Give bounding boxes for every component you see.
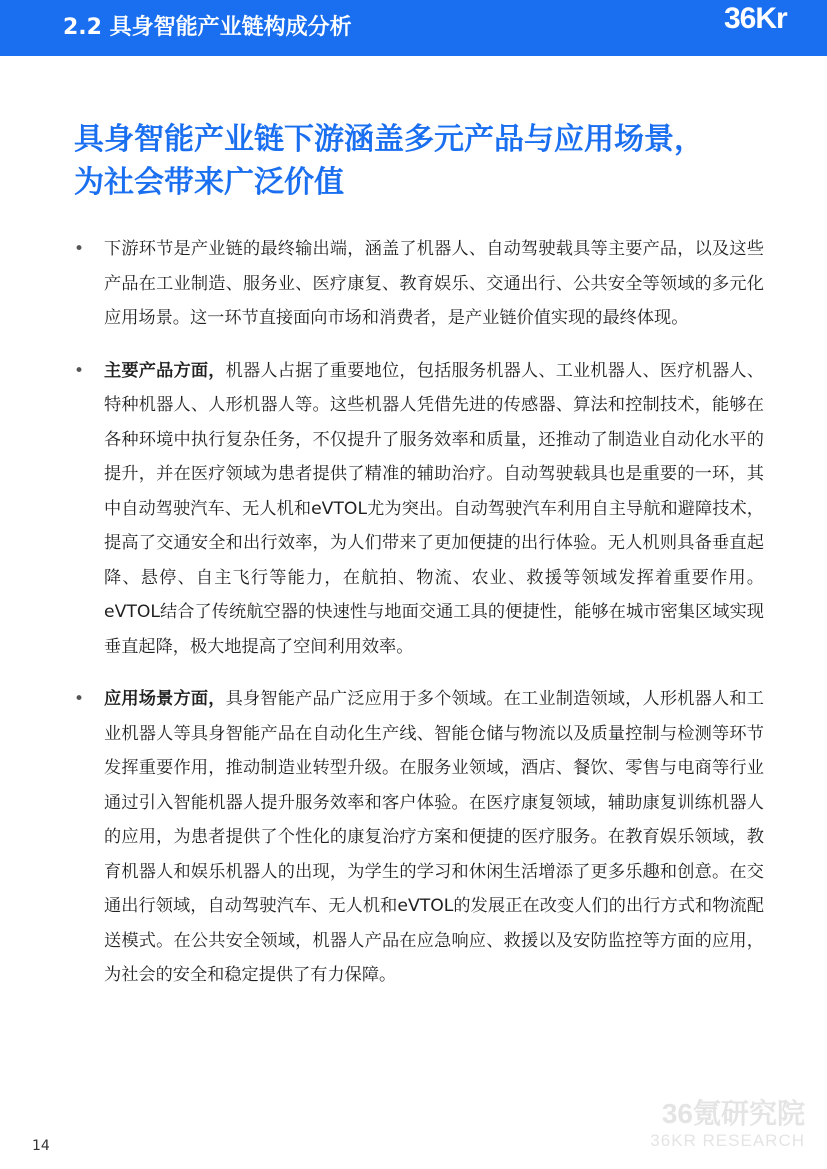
headline-line-1: 具身智能产业链下游涵盖多元产品与应用场景， <box>74 122 704 157</box>
bullet-item-scenarios <box>74 682 764 993</box>
bullet-text: 下游环节是产业链的最终输出端，涵盖了机器人、自动驾驶载具等主要产品，以及这些产品在工业制造、服务业、医疗康复、教育娱乐、交通出行、公共安全等领域的多元化应用场景。这一环节直接面向市场和消费者，是产业链价值实现的最终体现。 <box>104 239 764 328</box>
bullet-dot-icon: • <box>74 360 85 381</box>
header-bar <box>0 0 827 56</box>
watermark-cn: 36氪研究院 <box>661 1098 805 1129</box>
bullet-text: 机器人占据了重要地位，包括服务机器人、工业机器人、医疗机器人、特种机器人、人形机器人等。这些机器人凭借先进的传感器、算法和控制技术，能够在各种环境中执行复杂任务，不仅提升了服务效率和质量，还推动了制造业自动化水平的提升，并在医疗领域为患者提供了精准的辅助治疗。自动驾驶载具也是重要的一环，其中自动驾驶汽车、无人机和eVTOL尤为突出。自动驾驶汽车利用自主导航和避障技术，提高了交通安全和出行效率，为人们带来了更加便捷的出行体验。无人机则具备垂直起降、悬停、自主飞行等能力，在航拍、物流、农业、救援等领域发挥着重要作用。eVTOL结合了传统航空器的快速性与地面交通工具的便捷性，能够在城市密集区域实现垂直起降，极大地提高了空间利用效率。 <box>104 360 764 657</box>
bullet-item-products <box>74 354 764 665</box>
bullet-lead: 应用场景方面， <box>104 689 226 709</box>
page-headline <box>74 118 774 204</box>
headline-line-2: 为社会带来广泛价值 <box>74 165 344 200</box>
bullet-list <box>74 232 764 1011</box>
bullet-dot-icon: • <box>74 239 85 259</box>
watermark <box>650 1097 805 1151</box>
bullet-item-downstream <box>74 232 764 336</box>
bullet-text: 具身智能产品广泛应用于多个领域。在工业制造领域，人形机器人和工业机器人等具身智能产品在自动化生产线、智能仓储与物流以及质量控制与检测等环节发挥重要作用，推动制造业转型升级。在服务业领域，酒店、餐饮、零售与电商等行业通过引入智能机器人提升服务效率和客户体验。在医疗康复领域，辅助康复训练机器人的应用，为患者提供了个性化的康复治疗方案和便捷的医疗服务。在教育娱乐领域，教育机器人和娱乐机器人的出现，为学生的学习和休闲生活增添了更多乐趣和创意。在交通出行领域，自动驾驶汽车、无人机和eVTOL的发展正在改变人们的出行方式和物流配送模式。在公共安全领域，机器人产品在应急响应、救援以及安防监控等方面的应用，为社会的安全和稳定提供了有力保障。 <box>104 689 764 985</box>
page-number: 14 <box>32 1138 50 1154</box>
bullet-lead: 主要产品方面， <box>104 360 226 381</box>
brand-logo <box>718 0 827 56</box>
section-title: 2.2 具身智能产业链构成分析 <box>63 15 352 40</box>
watermark-en: 36KR RESEARCH <box>650 1131 805 1150</box>
bullet-dot-icon: • <box>74 689 85 709</box>
logo-text: 36Kr <box>724 2 787 35</box>
